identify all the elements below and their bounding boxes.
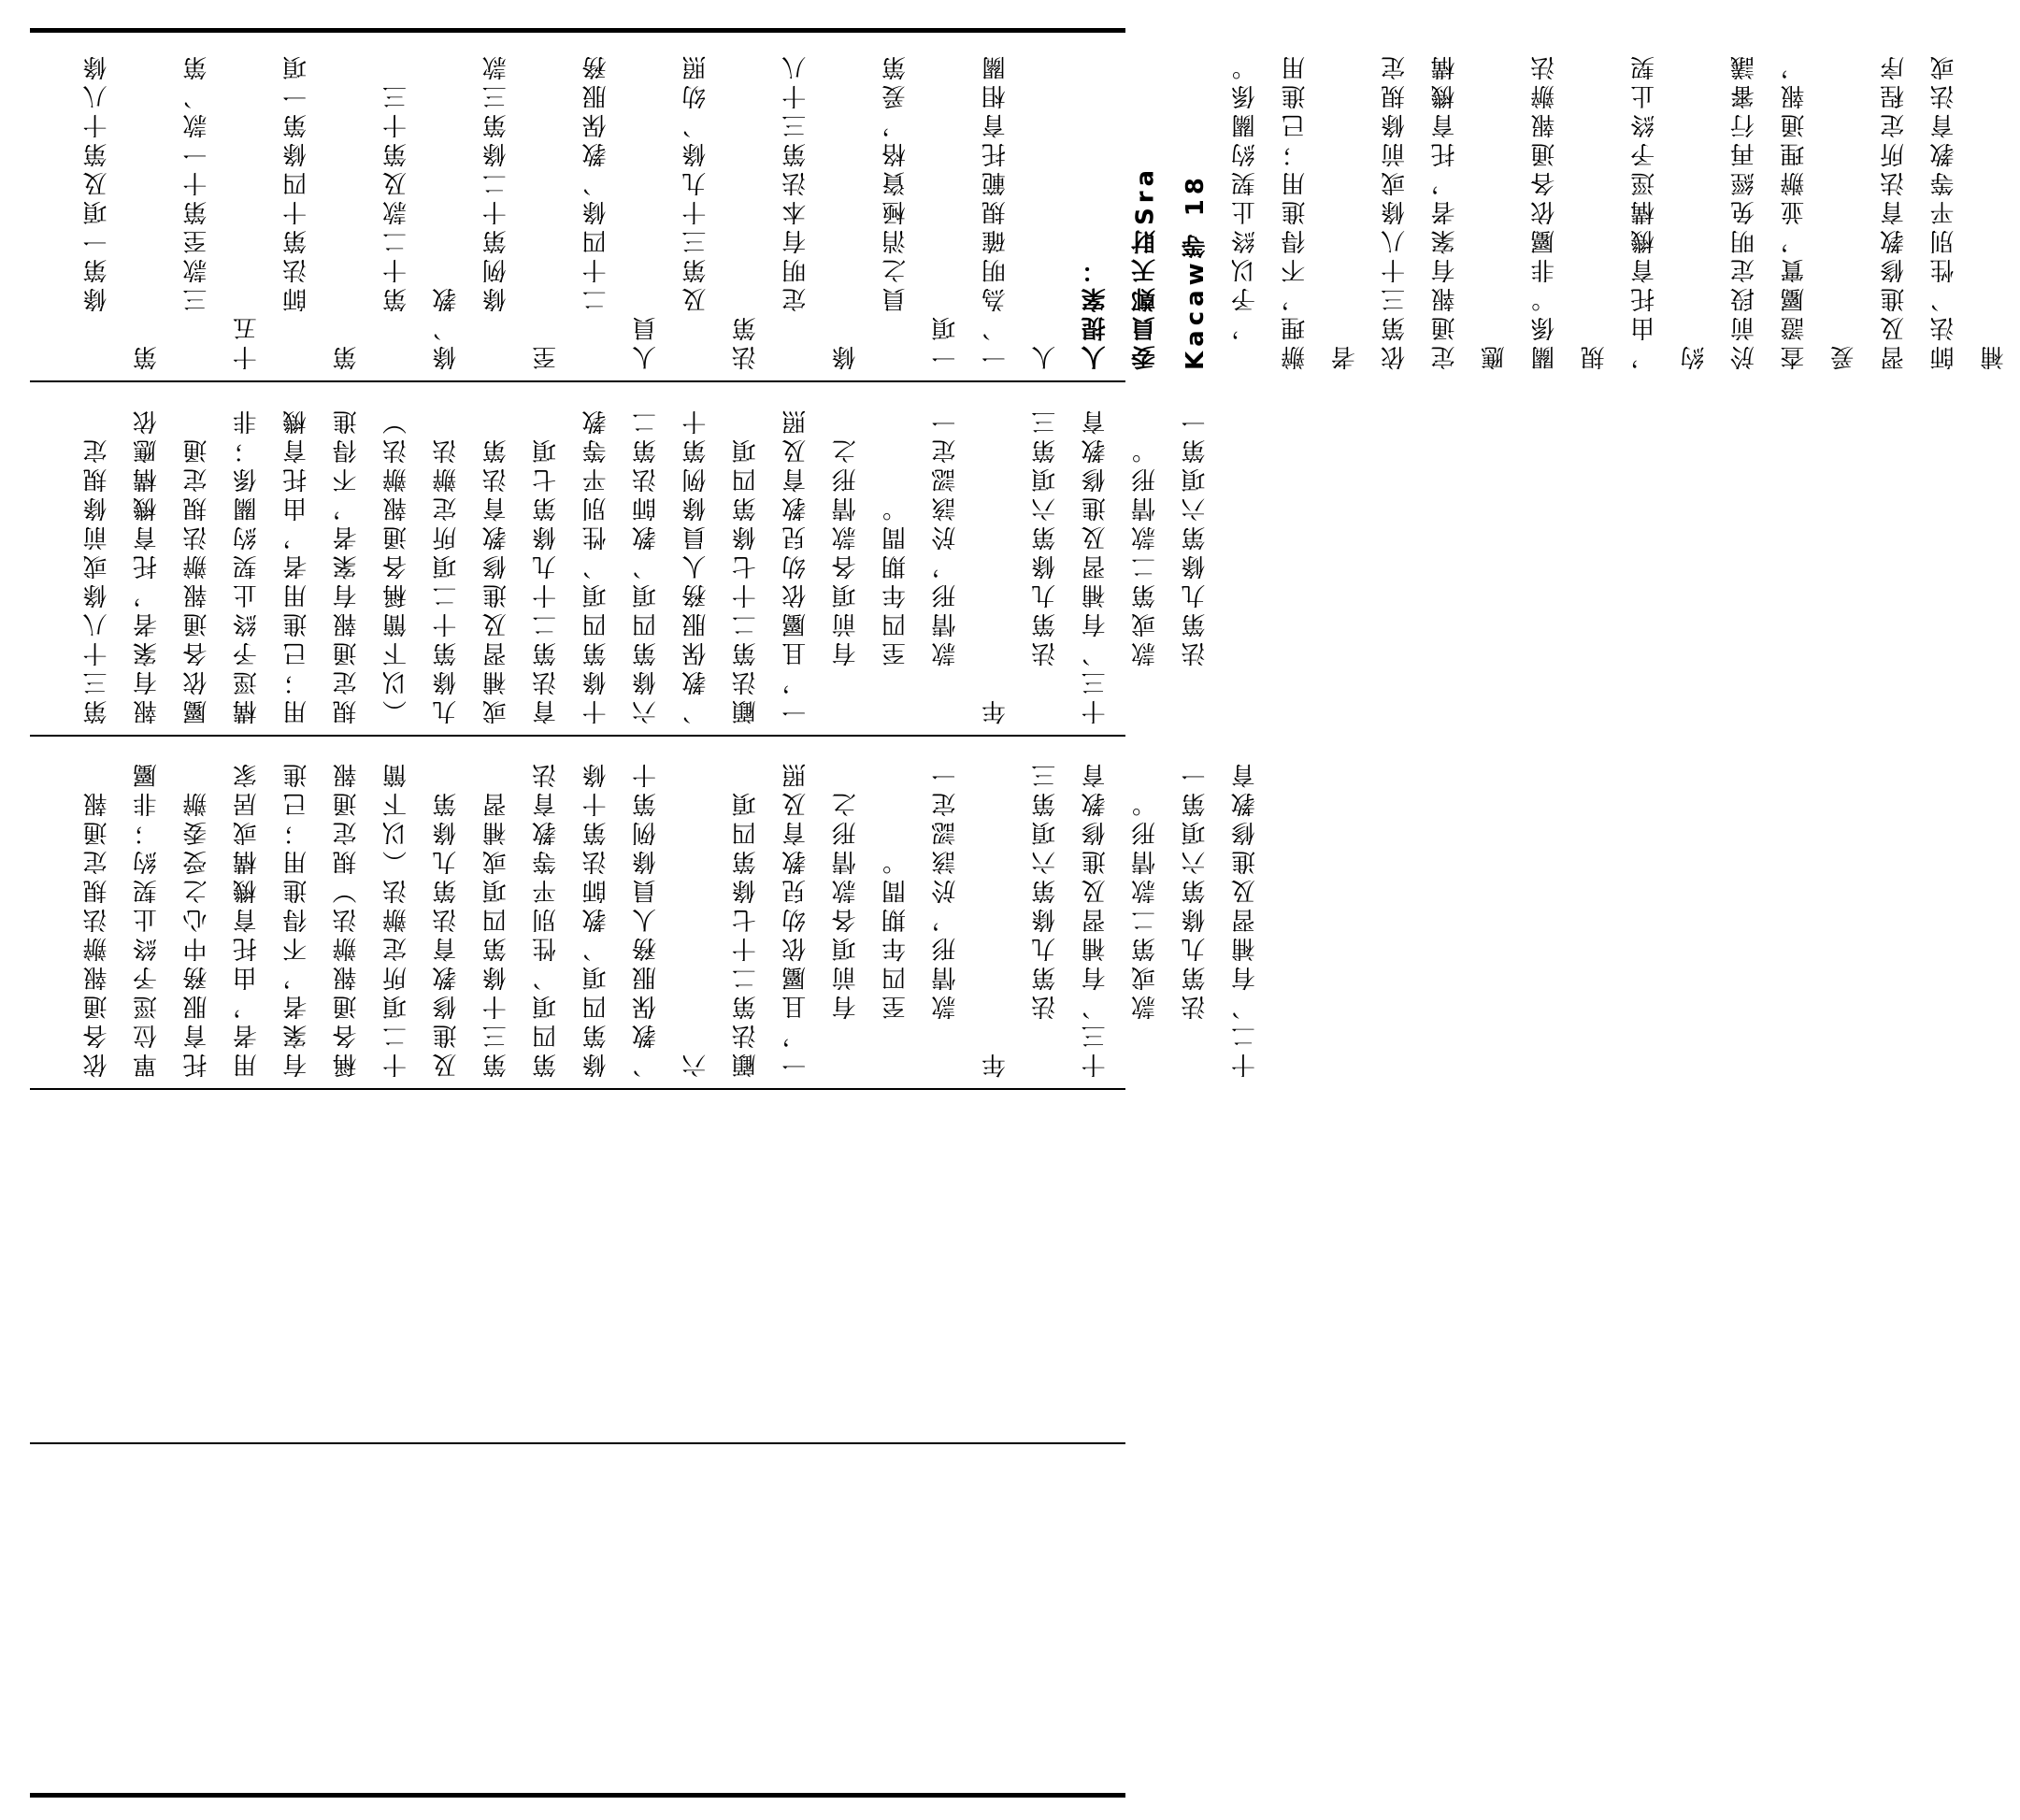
text-line: 辦理，不得進用；已進用者	[1281, 51, 1360, 370]
row-divider	[30, 380, 1125, 382]
text-line: 款情形，於該認定一年	[931, 406, 1010, 724]
text-line: 第四項、性別平等教育法	[532, 759, 561, 1078]
text-line: 十二項所定辦法（以下簡	[382, 759, 411, 1078]
text-line: 師法第十四條第一項第	[282, 51, 362, 370]
row-divider	[30, 735, 1125, 737]
text-line: 六條第四項、教師法第二	[632, 406, 661, 724]
text-line: 有案者，不得進用；已進	[282, 759, 311, 1078]
text-line: 法第九條第六項第一	[1181, 406, 1210, 724]
text-line: 用；已進用者，由托育機	[282, 406, 311, 724]
text-line: 定明有本法第三十八條	[781, 51, 861, 370]
text-line: 至四年期間。	[881, 493, 910, 724]
table-row-2	[30, 384, 1210, 732]
text-line: 托育服務中心之受委辦	[182, 788, 211, 1078]
text-line: 二十四條、教保服務人員	[582, 51, 661, 370]
table-row-1	[30, 34, 2009, 378]
text-line: 師法、性別平等教育法或補	[1930, 51, 2009, 370]
text-line: ，由托育機構逕予終止契約	[1630, 51, 1709, 370]
table-bottom-rule	[30, 1793, 1125, 1798]
text-line: 三款至第十一款、第十五	[182, 51, 262, 370]
text-line: 屬依各通報辦法規定通	[182, 435, 211, 724]
text-line: 定通報有案者，托育機構應	[1430, 51, 1510, 370]
text-line: 有前項各款情形之	[832, 435, 861, 724]
text-line: 條例第十二條第三款至	[482, 51, 561, 370]
table-top-rule	[30, 28, 1125, 33]
text-line: 至四年期間。	[881, 846, 910, 1078]
text-line: 條第一項及第十八條第	[83, 51, 162, 370]
row-3-text	[73, 746, 1260, 1078]
text-line: 顧法第二十七條第四項	[732, 435, 761, 724]
text-line: 單位逕予終止契約；非屬	[133, 759, 162, 1078]
table-row-4-empty	[30, 1092, 1125, 1440]
text-line: 法第九條第六項第一	[1181, 759, 1210, 1078]
text-line: ，予以終止契約關係。	[1231, 51, 1260, 370]
text-line: 、教保服務人員條例第十六	[632, 759, 710, 1078]
text-line: 及進修教育法第九條第	[432, 788, 461, 1078]
text-line: （以下簡稱各通報辦法）	[382, 406, 411, 724]
text-line: 查證屬實，並辦理通報，爰	[1780, 51, 1859, 370]
text-line: 依各通報辦法規定通報	[83, 788, 111, 1078]
proposal-heading-line: 人提案：	[1082, 254, 1110, 370]
text-line: 員之消極資格，爰第一項	[881, 51, 960, 370]
text-line: 或補習及進修教育法第	[482, 435, 511, 724]
table-row-5-empty	[30, 1446, 1125, 1790]
text-line: 法第九條第六項第三	[1031, 759, 1060, 1078]
row-divider	[30, 1088, 1125, 1090]
text-line: 十三、有補習及進修教育	[1082, 759, 1110, 1078]
text-line: 於前段定明免經再行審議	[1730, 51, 1759, 370]
proposal-heading-line: 委員鄭天財Sra Kacaw等 18	[1131, 165, 1210, 370]
text-line: 十條第四項、性別平等教	[582, 406, 611, 724]
text-line: 款情形，於該認定一年	[931, 759, 1010, 1078]
text-line: 構逕予終止契約關係；非	[233, 406, 262, 724]
text-line: 用者，由托育機構或居家	[233, 759, 262, 1078]
text-line: 關係。非屬依各通報辦法規	[1530, 51, 1610, 370]
text-line: 一、為明確規範托育相關人	[981, 51, 1060, 370]
text-line: 款或第二款情形。	[1131, 788, 1160, 1078]
text-line: 九條第十二項所定辦法	[432, 435, 461, 724]
text-line: 及第三十九條、幼照法第	[681, 51, 761, 370]
text-line: 第三十八條或前條規定	[83, 435, 111, 724]
text-line: 法第九條第六項第三	[1031, 406, 1060, 724]
row-1-text	[73, 41, 2009, 370]
text-line: 報有案者，托育機構應依	[133, 406, 162, 724]
text-line: 一，且屬依幼兒教育及照	[781, 406, 810, 724]
text-line: 十二、有補習及進修教育	[1231, 759, 1260, 1078]
text-line: 有前項各款情形之	[832, 788, 861, 1078]
text-line: 一，且屬依幼兒教育及照	[781, 759, 810, 1078]
text-line: 條第四項、教師法第十條	[582, 759, 611, 1078]
row-2-text	[73, 392, 1210, 724]
text-line: 顧法第二十七條第四項	[732, 788, 761, 1078]
text-line: 稱各通報辦法）規定通報	[333, 759, 362, 1078]
text-line: 依第三十八條或前條規定	[1381, 51, 1410, 370]
text-line: 第十二款及第十三條、教	[382, 80, 461, 370]
row-divider	[30, 1442, 1125, 1444]
table-row-3	[30, 738, 1260, 1085]
text-line: 款或第二款情形。	[1131, 435, 1160, 724]
text-line: 育法第二十九條第七項	[532, 435, 561, 724]
text-line: 規定通報有案者，不得進	[333, 406, 362, 724]
text-line: 十三、有補習及進修教育	[1082, 406, 1110, 724]
text-line: 第三十條第四項或補習	[482, 788, 511, 1078]
text-line: 習及進修教育法所定程序	[1880, 51, 1909, 370]
text-line: 、教保服務人員條例第十	[681, 406, 710, 724]
